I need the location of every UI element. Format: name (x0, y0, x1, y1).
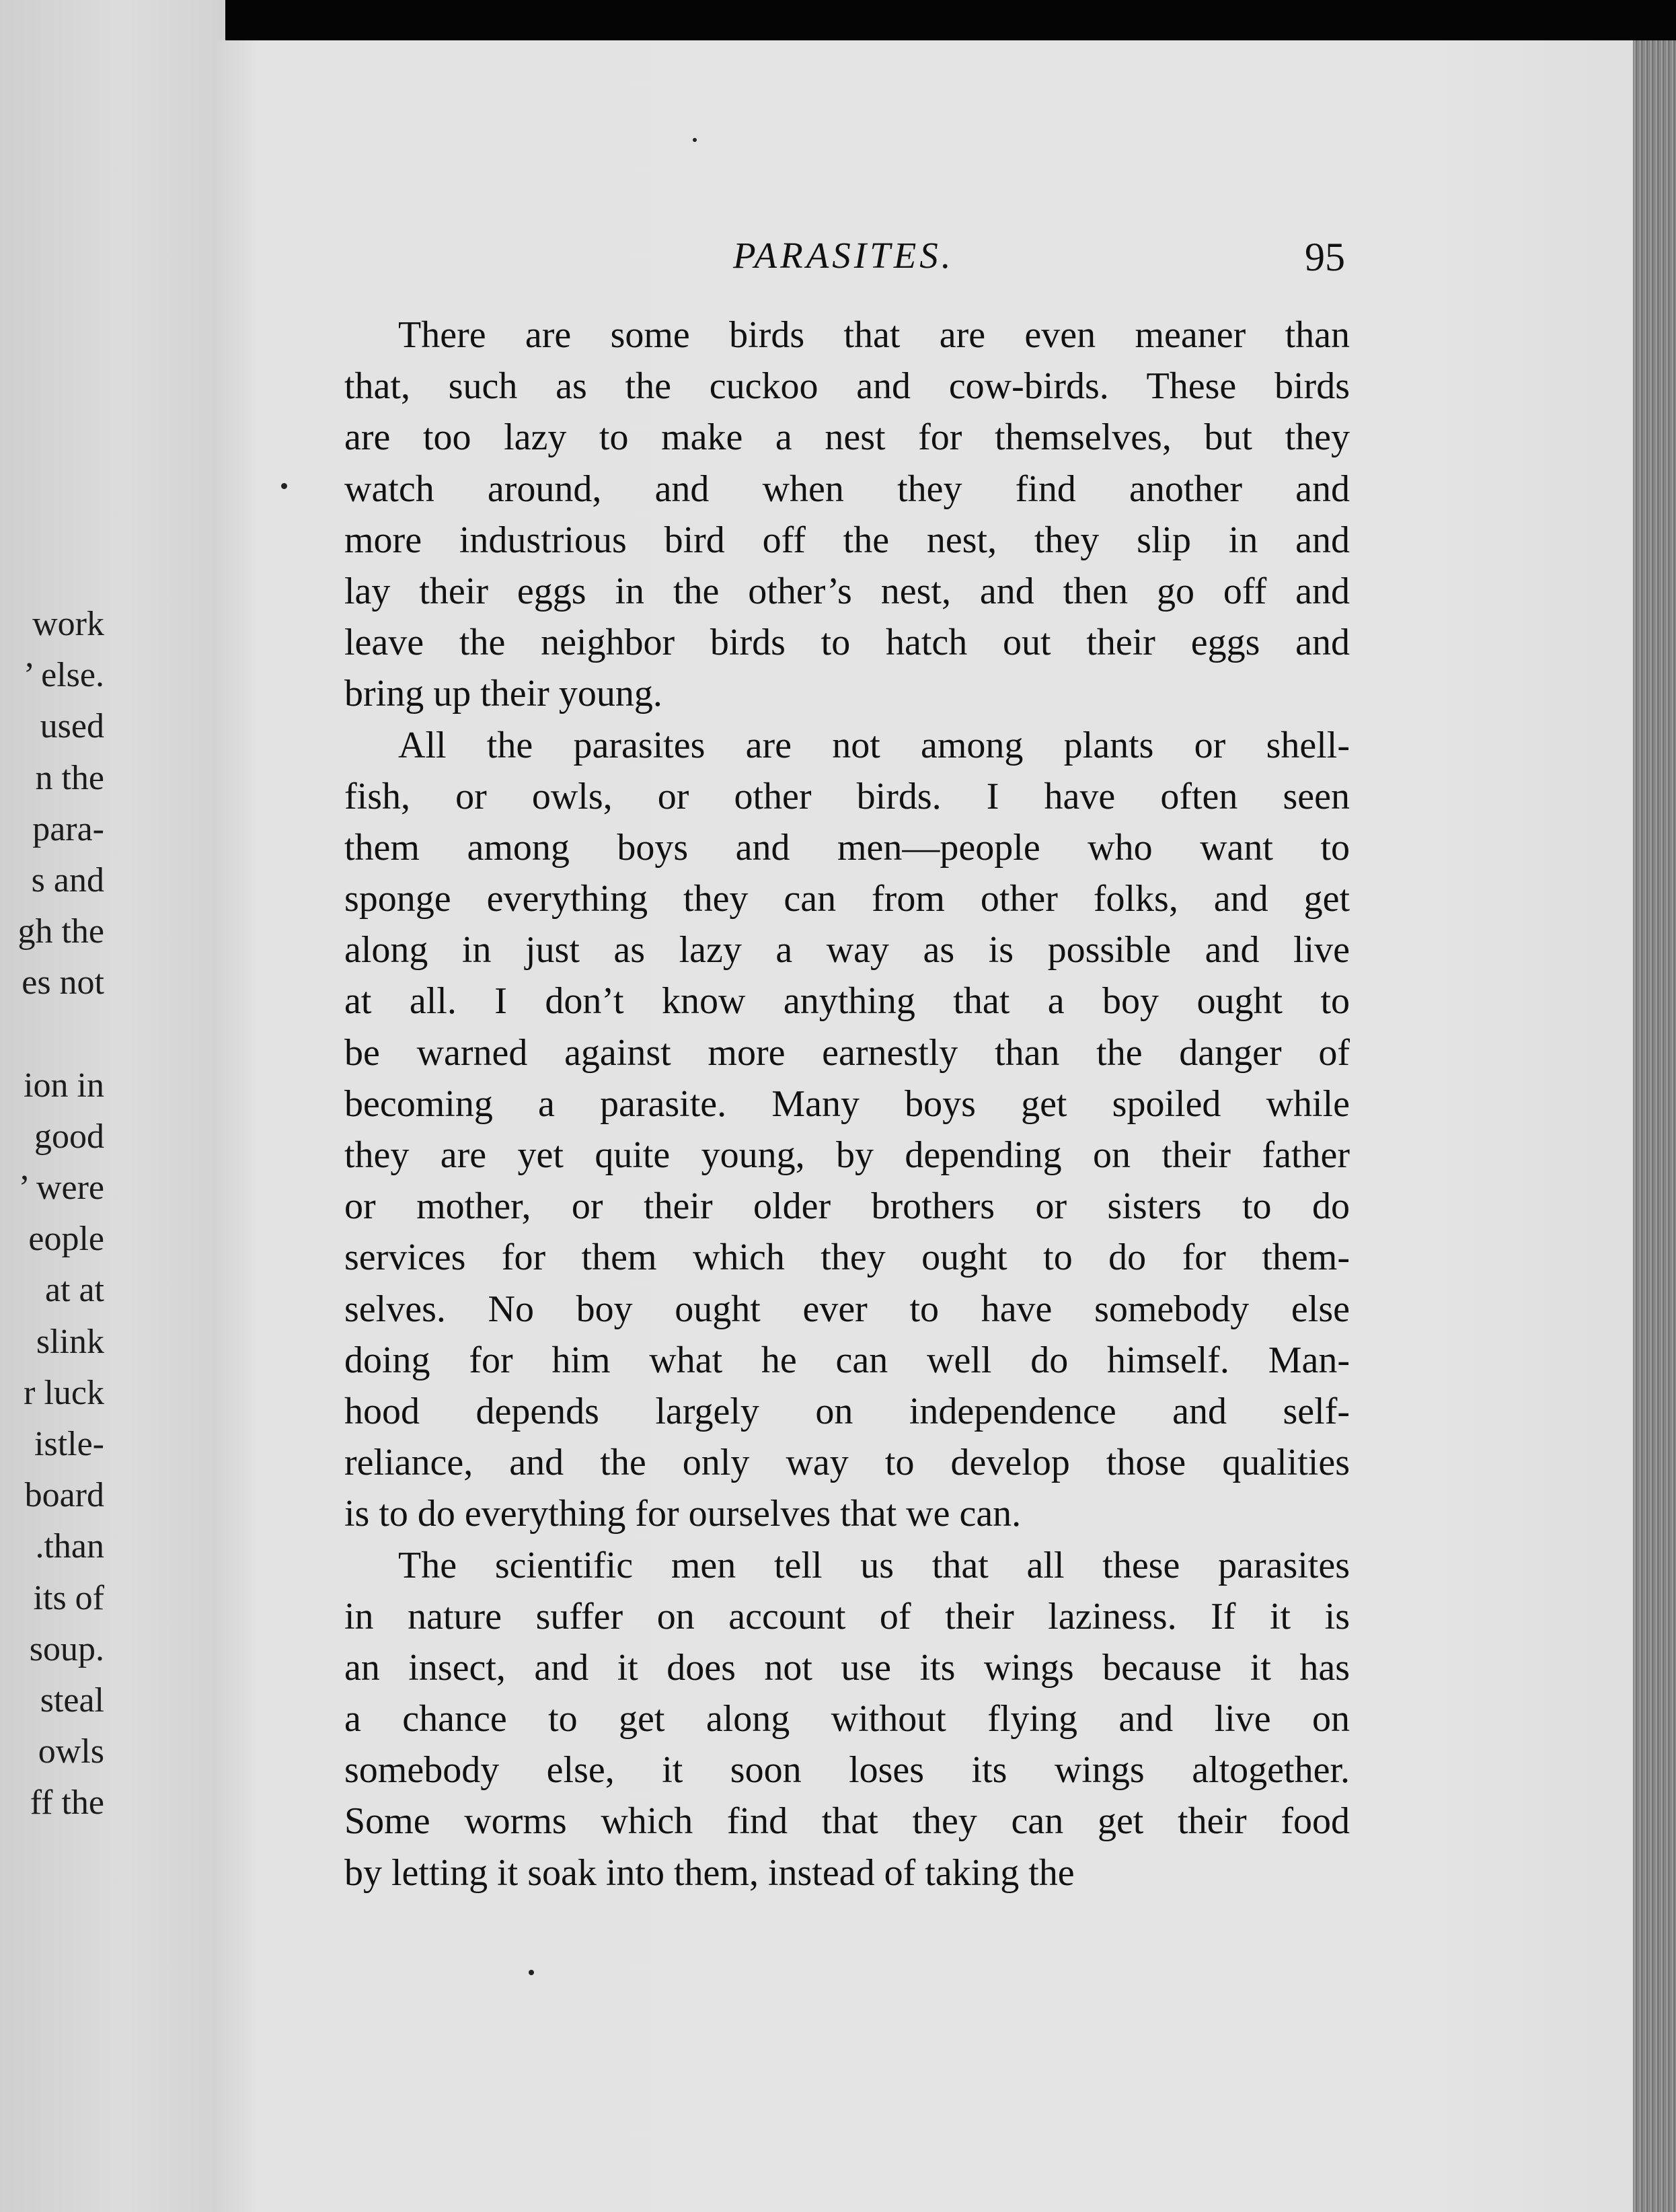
facing-page-line: steal (40, 1681, 104, 1720)
text-line: they are yet quite young, by depending on their father (344, 1134, 1350, 1176)
facing-page (0, 0, 225, 2212)
facing-page-line: ’ were (18, 1169, 104, 1208)
facing-page-line: at at (44, 1271, 104, 1310)
text-line: them among boys and men—people who want to (344, 826, 1350, 869)
page-number: 95 (1305, 235, 1345, 279)
text-line: reliance, and the only way to develop those qualities (344, 1442, 1350, 1484)
facing-page-line: its of (33, 1578, 104, 1617)
facing-page-line: gh the (17, 912, 104, 951)
facing-page-line: ’ else. (23, 656, 104, 695)
text-line: lay their eggs in the other’s nest, and then go off and (344, 570, 1350, 612)
speck (529, 1970, 534, 1975)
text-line: becoming a parasite. Many boys get spoiled while (344, 1082, 1350, 1125)
running-head: PARASITES. (733, 235, 954, 276)
text-line: watch around, and when they find another and (344, 468, 1350, 510)
text-line: doing for him what he can well do himself. Man- (344, 1339, 1350, 1381)
text-line: There are some birds that are even meaner than (398, 314, 1350, 356)
facing-page-line: used (40, 707, 104, 746)
facing-page-line: work (32, 605, 104, 643)
paragraph (344, 720, 1350, 1540)
speck (281, 483, 287, 489)
text-line: by letting it soak into them, instead of taking the (344, 1851, 1075, 1894)
text-line: The scientific men tell us that all these parasites (398, 1544, 1350, 1586)
text-line: a chance to get along without flying and live on (344, 1698, 1350, 1740)
facing-page-line: soup. (29, 1629, 104, 1668)
body-text (344, 309, 1350, 1898)
text-line: Some worms which find that they can get their food (344, 1800, 1350, 1843)
text-line: services for them which they ought to do for them- (344, 1237, 1350, 1279)
facing-page-line: ff the (30, 1783, 104, 1822)
text-line: leave the neighbor birds to hatch out their eggs and (344, 622, 1350, 664)
text-line: at all. I don’t know anything that a boy ought to (344, 980, 1350, 1023)
facing-page-line: ion in (24, 1066, 104, 1105)
paragraph (344, 309, 1350, 720)
facing-page-line: good (34, 1117, 104, 1156)
facing-page-line: owls (38, 1732, 104, 1771)
text-line: somebody else, it soon loses its wings altogether. (344, 1749, 1350, 1792)
page-edges (1633, 40, 1676, 2212)
text-line: sponge everything they can from other folks, and get (344, 878, 1350, 920)
text-line: that, such as the cuckoo and cow-birds. These birds (344, 365, 1350, 408)
text-line: All the parasites are not among plants or shell- (398, 724, 1350, 766)
text-line: is to do everything for ourselves that we can. (344, 1493, 1022, 1535)
speck (693, 138, 697, 142)
text-line: hood depends largely on independence and self- (344, 1390, 1350, 1432)
facing-page-line: .than (35, 1527, 104, 1566)
facing-page-line: istle- (34, 1425, 104, 1463)
text-line: an insect, and it does not use its wings because it has (344, 1646, 1350, 1689)
facing-page-line: s and (31, 860, 104, 899)
facing-page-line: para- (32, 809, 104, 848)
paragraph (344, 1540, 1350, 1898)
text-line: be warned against more earnestly than the danger of (344, 1031, 1350, 1074)
facing-page-line: board (24, 1476, 104, 1515)
facing-page-line: eople (28, 1220, 104, 1259)
text-line: are too lazy to make a nest for themselves, but they (344, 416, 1350, 459)
facing-page-line: slink (36, 1322, 104, 1361)
facing-page-line: es not (22, 963, 104, 1002)
facing-page-line: r luck (24, 1373, 104, 1412)
text-line: fish, or owls, or other birds. I have often seen (344, 775, 1350, 817)
text-line: in nature suffer on account of their laziness. If it is (344, 1595, 1350, 1637)
text-line: bring up their young. (344, 673, 662, 715)
text-line: selves. No boy ought ever to have somebody else (344, 1288, 1350, 1330)
text-line: more industrious bird off the nest, they slip in and (344, 519, 1350, 561)
text-line: or mother, or their older brothers or sisters to do (344, 1185, 1350, 1228)
facing-page-line (0, 1009, 104, 1060)
facing-page-line: n the (35, 758, 104, 797)
text-line: along in just as lazy a way as is possible and live (344, 929, 1350, 971)
facing-page-text (0, 599, 104, 1829)
